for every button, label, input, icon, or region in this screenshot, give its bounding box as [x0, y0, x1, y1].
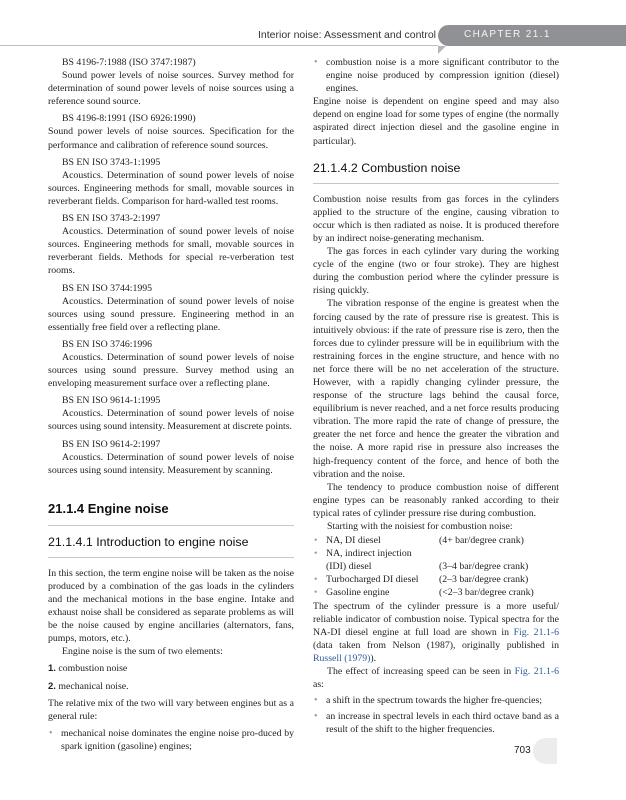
standard-code: BS 4196-7:1988 (ISO 3747:1987) [62, 57, 196, 68]
standards-list [48, 56, 294, 477]
body-paragraph: The effect of increasing speed can be seen in Fig. 21.1-6 as: [313, 666, 560, 691]
figure-link[interactable]: Fig. 21.1-6 [514, 666, 560, 678]
page-number: 703 [514, 745, 531, 756]
pressure-rise-rate [439, 547, 559, 560]
ranking-row [313, 547, 559, 560]
engine-type: • NA, indirect injection [326, 548, 412, 560]
standard-description: Sound power levels of noise sources. Survey method for determination of sound power levels of noise sources using a reference sound source. [48, 70, 294, 108]
body-paragraph: The tendency to produce combustion noise of different engine types can be reasonably ranked according to their typical rates of cylinder pressure rise during combustion. [313, 481, 559, 519]
standard-code: BS EN ISO 3743-2:1997 [62, 213, 161, 225]
pressure-rise-rate: (4+ bar/degree crank) [439, 535, 524, 547]
figure-link[interactable]: Fig. 21.1-6 [513, 626, 559, 638]
list-item: • combustion noise is a more significant contributor to the engine noise produced by compression ignition (diesel) engines. [313, 56, 559, 95]
noise-ranking-list [313, 534, 559, 599]
standard-description: Acoustics. Determination of sound power levels of noise sources. Engineering methods for small, movable sources in reverberant fields. Comparison for hard-walled test rooms. [48, 169, 294, 207]
list-item: • an increase in spectral levels in each third octave band as a result of the shift to the higher frequencies. [313, 710, 559, 736]
standard-description: Acoustics. Determination of sound power levels of noise sources using sound intensity. Measurement by scanning. [48, 451, 294, 476]
ranking-row [313, 534, 559, 547]
list-item: 2. mechanical noise. [48, 680, 129, 692]
effects-list [313, 694, 559, 736]
standard-description: Acoustics. Determination of sound power levels of noise sources using sound pressure. Engineering method in an essentially free field over a reflecting plane. [48, 295, 294, 333]
ranking-row [313, 573, 559, 586]
engine-type: • Turbocharged DI diesel [326, 574, 419, 586]
citation-link[interactable]: Russell (1979) [313, 652, 371, 664]
standard-code: BS EN ISO 9614-2:1997 [62, 438, 161, 450]
body-paragraph: In this section, the term engine noise will be taken as the noise produced by a combination of the gas loads in the cylinders and the mechanical motions in the base engine. Intake and exhaust noise shall be considered as separate problems as will be the noise caused by engine ancillaries (alternators, fans, pumps, motors, etc.). [48, 567, 294, 645]
chapter-label: CHAPTER 21.1 [464, 29, 551, 40]
body-paragraph: Engine noise is the sum of two elements: [62, 646, 223, 658]
chapter-tab [438, 25, 626, 46]
header-rule [0, 45, 438, 46]
standard-code: BS 4196-8:1991 (ISO 6926:1990) [62, 113, 196, 125]
running-header-title: Interior noise: Assessment and control [257, 29, 436, 41]
body-paragraph: Starting with the noisiest for combustion noise: [327, 521, 513, 532]
standard-code: BS EN ISO 3746:1996 [62, 338, 153, 350]
standard-code: BS EN ISO 3743-1:1995 [62, 156, 161, 168]
engine-type: • Gasoline engine [326, 587, 390, 599]
elements-list [48, 662, 294, 692]
list-item: 1. combustion noise [48, 663, 128, 675]
standard-description: Acoustics. Determination of sound power levels of noise sources using sound intensity. Measurement at discrete points. [48, 408, 294, 433]
pressure-rise-rate: (<2–3 bar/degree crank) [439, 587, 534, 599]
section-rule [48, 525, 294, 526]
standard-description: Sound power levels of noise sources. Specification for the performance and calibration of reference sound sources. [48, 126, 294, 151]
list-item: • a shift in the spectrum towards the higher fre-quencies; [313, 694, 559, 707]
standard-code: BS EN ISO 3744:1995 [62, 282, 153, 294]
body-paragraph: The vibration response of the engine is greatest when the forcing caused by the rate of pressure rise is greatest. This is intuitively obvious: if the rate of pressure rise is zero, then the forces due to cylinder pressure will be in equilibrium with the restraining forces in the engine structure, and hence with no net force there will be no net acceleration of the structure. However, with a rapidly changing cylinder pressure, the response of the structure lags behind the causal force, equilibrium is never reached, and a net force results producing vibration. The more rapid the rate of change of pressure, the greater the net force and hence the greater the vibration and the noise. A more rapid rise in pressure also increases the high-frequency content of the force, and hence of both the vibration and the noise. [313, 298, 559, 480]
list-item: • mechanical noise dominates the engine noise pro-duced by spark ignition (gasoline) engines; [48, 727, 294, 753]
ranking-row [313, 586, 559, 599]
body-paragraph: The gas forces in each cylinder vary during the working cycle of the engine (two or four stroke). They are highest during the combustion period where the cylinder pressure is rising quickly. [313, 246, 559, 297]
rules-list [48, 727, 294, 753]
left-column [48, 56, 294, 753]
subsection-heading-intro: 21.1.4.1 Introduction to engine noise [48, 535, 294, 558]
header-tab-fold [438, 46, 446, 54]
engine-type: (IDI) diesel [326, 561, 372, 573]
section-heading: 21.1.4 Engine noise [48, 500, 169, 516]
ranking-row [313, 560, 559, 573]
body-paragraph: Combustion noise results from gas forces in the cylinders applied to the structure of the engine, causing vibration to occur which is then radiated as noise. It is produced therefore by an indirect noise-generating mechanism. [313, 193, 559, 244]
subsection-heading-combustion: 21.1.4.2 Combustion noise [313, 161, 559, 184]
standard-code: BS EN ISO 9614-1:1995 [62, 395, 161, 407]
standard-description: Acoustics. Determination of sound power levels of noise sources using sound pressure. Survey method using an enveloping measurement surface over a reflecting plane. [48, 351, 294, 390]
standard-description: Acoustics. Determination of sound power levels of noise sources. Engineering methods for small, movable sources in reverberant fields. Methods for special re-verberation test rooms. [48, 226, 294, 277]
body-paragraph: The spectrum of the cylinder pressure is a more useful/ reliable indicator of combustion noise. Typical spectra for the NA-DI diesel engine at full load are shown in Fig. 21.1-6 (data taken from Nelson (1987), originally published in Russell (1979)). [313, 600, 559, 664]
pressure-rise-rate: (3–4 bar/degree crank) [439, 561, 529, 573]
pressure-rise-rate: (2–3 bar/degree crank) [439, 574, 529, 586]
body-paragraph: Engine noise is dependent on engine speed and may also depend on engine load for some types of engine (the normally aspirated direct injection diesel and the gasoline engine in particular). [313, 96, 559, 147]
body-paragraph: The relative mix of the two will vary between engines but as a general rule: [48, 697, 294, 722]
right-column [313, 56, 559, 737]
rules-list-continued [313, 56, 559, 95]
engine-type: • NA, DI diesel [326, 535, 381, 547]
page-tab [533, 738, 557, 764]
